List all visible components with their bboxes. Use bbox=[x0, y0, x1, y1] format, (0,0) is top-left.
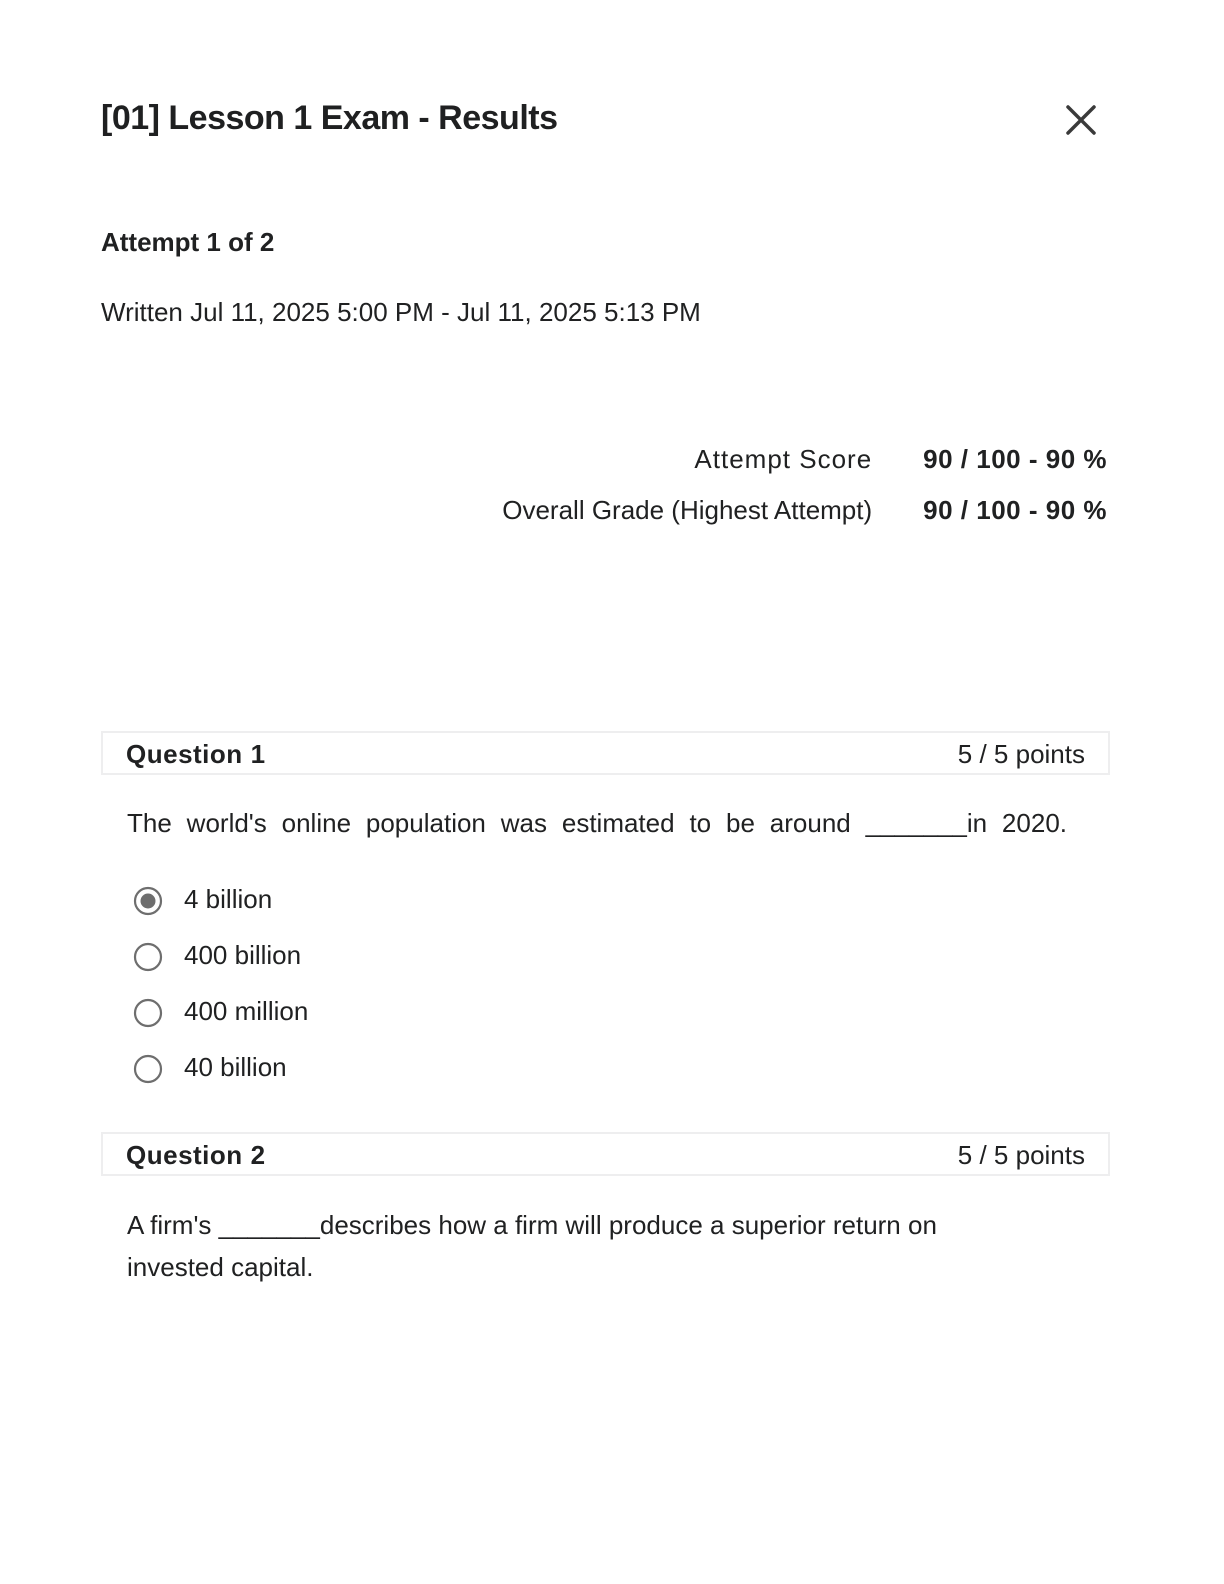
close-button[interactable] bbox=[1061, 100, 1101, 140]
attempt-written-time bbox=[101, 294, 701, 330]
attempt-score-value: 90 / 100 - 90 % bbox=[923, 444, 1107, 474]
answer-label: 4 billion bbox=[184, 884, 273, 914]
question-2-title bbox=[126, 1139, 266, 1171]
radio-unselected-icon[interactable] bbox=[133, 1054, 163, 1084]
attempt-end-time: Jul 11, 2025 5:13 PM bbox=[457, 297, 701, 327]
page-title: [01] Lesson 1 Exam - Results bbox=[101, 99, 558, 137]
question-2-points: 5 / 5 points bbox=[957, 1140, 1085, 1170]
overall-grade-label: Overall Grade (Highest Attempt) bbox=[502, 495, 873, 525]
question-1-header bbox=[101, 731, 1110, 775]
written-label: Written bbox=[101, 297, 183, 327]
answer-label: 40 billion bbox=[184, 1052, 287, 1082]
question-label: Question bbox=[126, 739, 243, 769]
question-2-header bbox=[101, 1132, 1110, 1176]
question-1-text: The world's online population was estimated to be around _______in 2020. bbox=[127, 808, 1067, 838]
radio-unselected-icon[interactable] bbox=[133, 942, 163, 972]
answer-label: 400 million bbox=[184, 996, 309, 1026]
overall-grade-value: 90 / 100 - 90 % bbox=[923, 495, 1107, 525]
overall-grade-row bbox=[502, 485, 1108, 536]
score-summary bbox=[502, 434, 1108, 536]
question-1-points: 5 / 5 points bbox=[957, 739, 1085, 769]
answer-label: 400 billion bbox=[184, 940, 302, 970]
time-separator: - bbox=[441, 297, 450, 327]
radio-unselected-icon[interactable] bbox=[133, 998, 163, 1028]
question-1-title bbox=[126, 738, 266, 770]
question-2-text: A firm's _______describes how a firm will produce a superior return on invested capital. bbox=[127, 1210, 937, 1282]
results-header bbox=[101, 96, 1113, 146]
attempt-score-row bbox=[502, 434, 1108, 485]
attempt-score-label: Attempt Score bbox=[694, 444, 873, 474]
attempt-title: Attempt 1 of 2 bbox=[101, 227, 275, 257]
question-label: Question bbox=[126, 1140, 243, 1170]
attempt-start-time: Jul 11, 2025 5:00 PM bbox=[190, 297, 434, 327]
question-number: 1 bbox=[250, 739, 266, 769]
radio-selected-icon[interactable] bbox=[133, 886, 163, 916]
close-icon bbox=[1061, 100, 1101, 140]
question-number: 2 bbox=[250, 1140, 266, 1170]
